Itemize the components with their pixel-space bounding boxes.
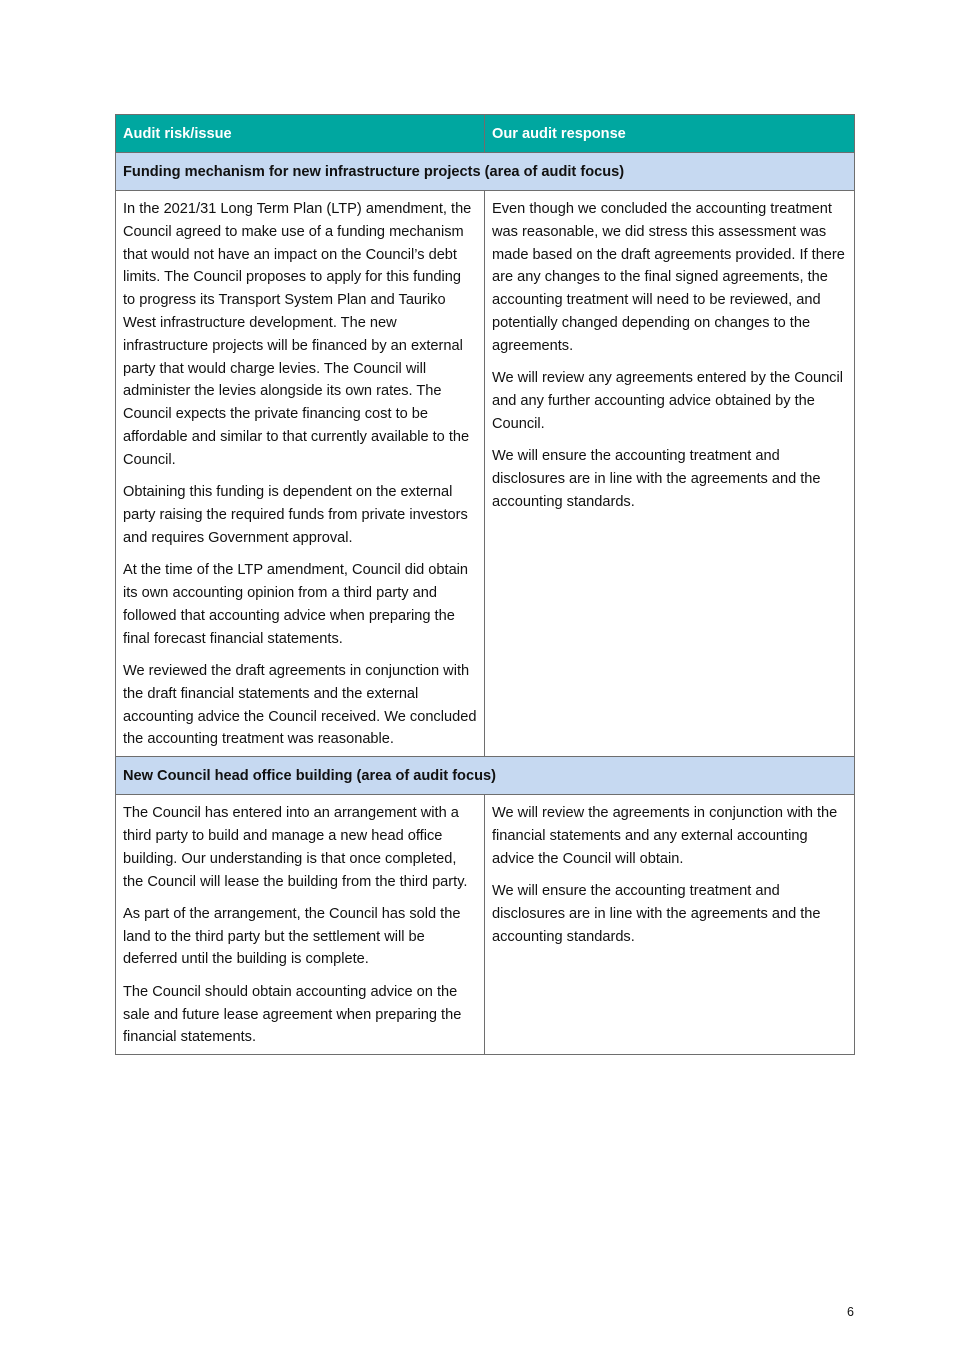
issue-paragraph: As part of the arrangement, the Council has sold the land to the third party but the settlement will be deferred until the building is complete. [123,905,461,968]
header-audit-response: Our audit response [485,115,855,153]
issue-paragraph: Obtaining this funding is dependent on the external party raising the required funds from private investors and requires Government approval. [123,484,468,546]
response-paragraph: We will review the agreements in conjunction with the financial statements and any external accounting advice the Council will obtain. [492,805,838,867]
page-number: 6 [847,1305,854,1319]
audit-risk-table [115,114,855,1055]
response-paragraph: Even though we concluded the accounting treatment was reasonable, we did stress this assessment was made based on the draft agreements provided. If there are any changes to the final signed agreements, the accounting treatment will need to be reviewed, and potentially changed depending on changes to the agreements. [492,201,845,354]
issue-paragraph: At the time of the LTP amendment, Council did obtain its own accounting opinion from a third party and followed that accounting advice when preparing the final forecast financial statements. [123,562,469,647]
section-title-funding-mechanism: Funding mechanism for new infrastructure projects (area of audit focus) [116,153,855,191]
response-paragraph: We will ensure the accounting treatment and disclosures are in line with the agreements and the accounting standards. [492,883,821,945]
section-heading-row [116,757,855,795]
issue-paragraph: We reviewed the draft agreements in conjunction with the draft financial statements and the external accounting advice the Council received. We concluded the accounting treatment was reasonable. [123,662,477,748]
table-row [116,795,855,1055]
response-paragraph: We will ensure the accounting treatment and disclosures are in line with the agreements and the accounting standards. [492,448,821,510]
header-audit-risk: Audit risk/issue [116,115,485,153]
issue-cell [116,795,485,1055]
issue-cell [116,191,485,757]
issue-paragraph: In the 2021/31 Long Term Plan (LTP) amendment, the Council agreed to make use of a funding mechanism that would not have an impact on the Council’s debt limits. The Council proposes to apply for this funding to progress its Transport System Plan and Tauriko West infrastructure development. The new infrastructure projects will be financed by an external party that would charge levies. The Council will administer the levies alongside its own rates. The Council expects the private financing cost to be affordable and similar to that currently available to the Council. [123,201,472,468]
issue-paragraph: The Council has entered into an arrangement with a third party to build and manage a new head office building. Our understanding is that once completed, the Council will lease the building from the third party. [123,805,468,890]
table-row [116,191,855,757]
response-cell [485,191,855,757]
issue-paragraph: The Council should obtain accounting advice on the sale and future lease agreement when preparing the financial statements. [123,983,462,1046]
response-paragraph: We will review any agreements entered by the Council and any further accounting advice obtained by the Council. [492,370,843,432]
section-title-head-office-building: New Council head office building (area of audit focus) [116,757,855,795]
response-cell [485,795,855,1055]
table-header-row [116,115,855,153]
section-heading-row [116,153,855,191]
